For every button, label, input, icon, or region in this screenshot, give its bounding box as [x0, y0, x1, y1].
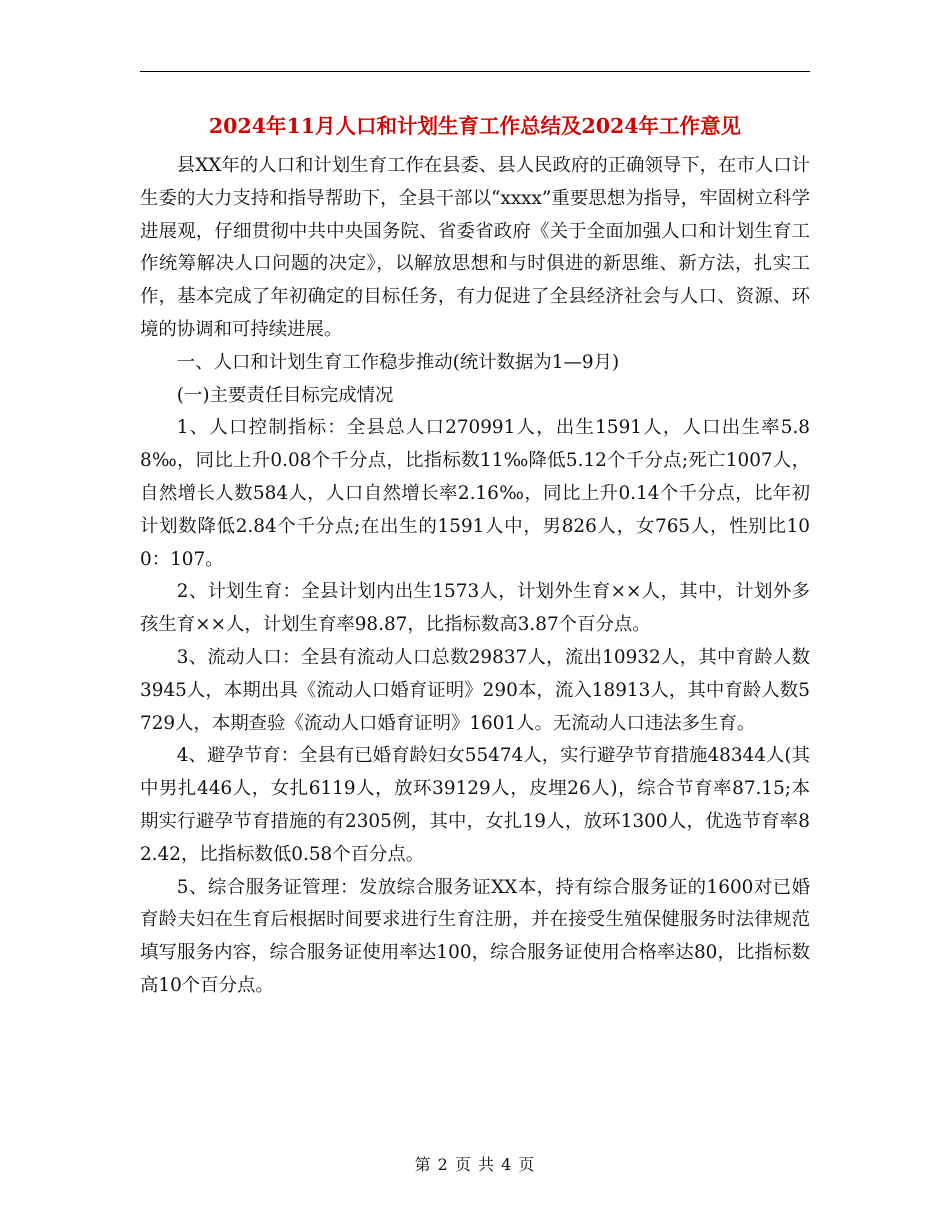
- page-title: 2024年11月人口和计划生育工作总结及2024年工作意见: [208, 114, 742, 138]
- subsection-heading-1: (一)主要责任目标完成情况: [176, 384, 394, 406]
- paragraph-contraception: 4、避孕节育：全县有已婚育龄妇女55474人，实行避孕节育措施48344人(其中男扎446人，女扎6119人，放环39129人，皮埋26人)，综合节育率87.15;本期实行避孕节育措施的有2305例，其中，女扎19人，放环1300人，优选节育率82.42，比指标数低0.58个百分点。: [140, 745, 810, 865]
- paragraph-service-certificate: 5、综合服务证管理：发放综合服务证XX本，持有综合服务证的1600对已婚育龄夫妇在生育后根据时间要求进行生育注册，并在接受生殖保健服务时法律规范填写服务内容，综合服务证使用率达100，综合服务证使用合格率达80，比指标数高10个百分点。: [140, 876, 810, 996]
- paragraph-floating-population: 3、流动人口：全县有流动人口总数29837人，流出10932人，其中育龄人数3945人，本期出具《流动人口婚育证明》290本，流入18913人，其中育龄人数5729人，本期查验《流动人口婚育证明》1601人。无流动人口违法多生育。: [140, 646, 810, 734]
- header-rule: [140, 71, 810, 72]
- paragraph-intro: 县XX年的人口和计划生育工作在县委、县人民政府的正确领导下，在市人口计生委的大力支持和指导帮助下，全县干部以“xxxx”重要思想为指导，牢固树立科学进展观，仔细贯彻中共中央国务院、省委省政府《关于全面加强人口和计划生育工作统筹解决人口问题的决定》，以解放思想和与时俱进的新思维、新方法，扎实工作，基本完成了年初确定的目标任务，有力促进了全县经济社会与人口、资源、环境的协调和可持续进展。: [140, 155, 810, 340]
- paragraph-family-planning: 2、计划生育：全县计划内出生1573人，计划外生育××人，其中，计划外多孩生育××人，计划生育率98.87，比指标数高3.87个百分点。: [140, 581, 810, 636]
- document-body: [140, 150, 810, 1003]
- section-heading-1: 一、人口和计划生育工作稳步推动(统计数据为1—9月): [176, 351, 620, 373]
- page-number-footer: 第 2 页 共 4 页: [414, 1155, 536, 1174]
- paragraph-population-control: 1、人口控制指标：全县总人口270991人，出生1591人，人口出生率5.88‰，同比上升0.08个千分点，比指标数11‰降低5.12个千分点;死亡1007人，自然增长人数584人，人口自然增长率2.16‰，同比上升0.14个千分点，比年初计划数降低2.84个千分点;在出生的1591人中，男826人，女765人，性别比100：107。: [140, 417, 810, 570]
